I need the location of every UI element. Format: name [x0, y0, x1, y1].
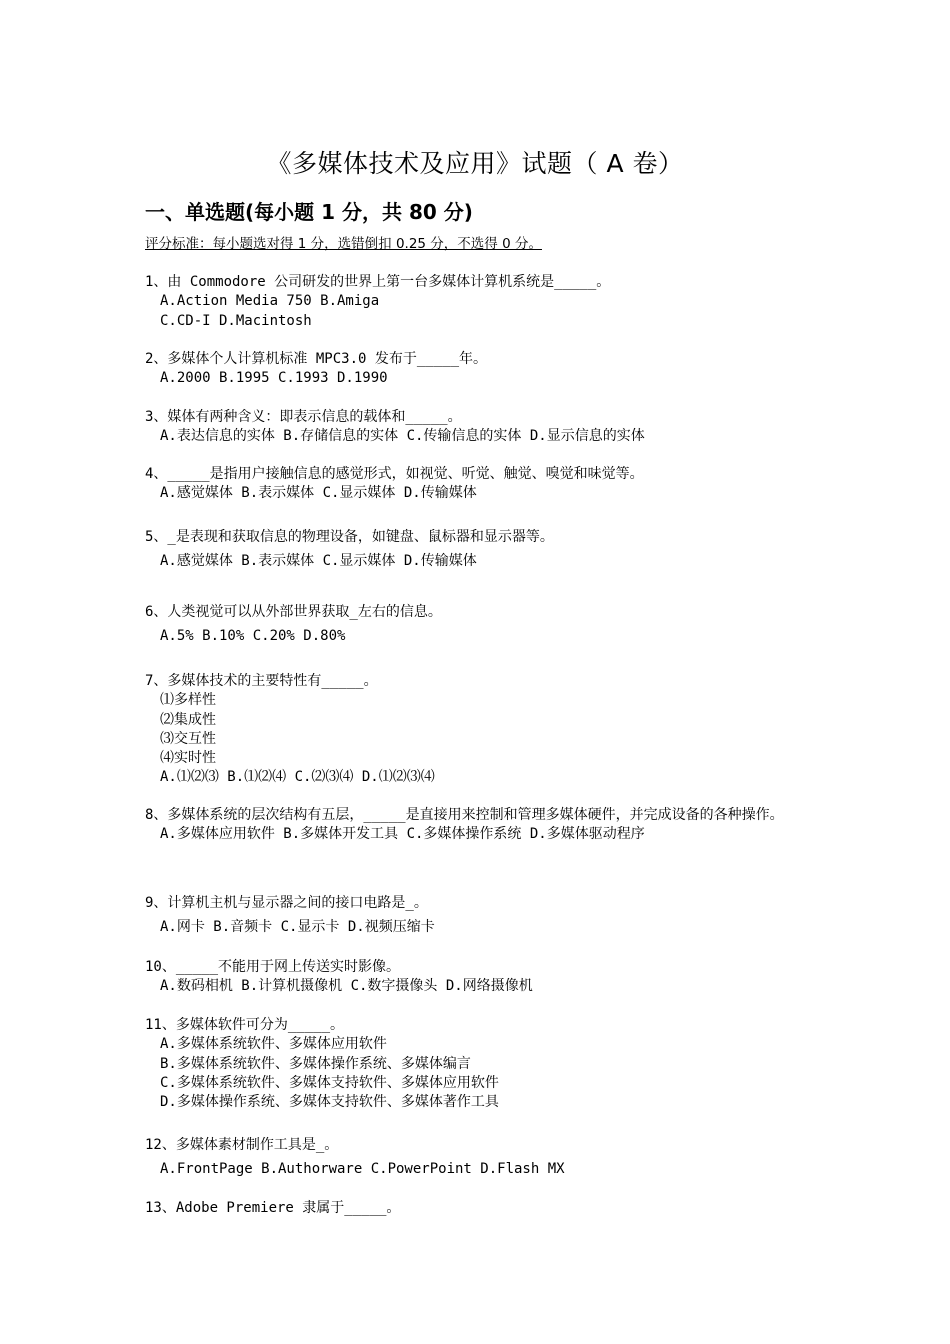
- question-option: A.网卡 B.音频卡 C.显示卡 D.视频压缩卡: [160, 919, 435, 936]
- question-7: [145, 672, 810, 788]
- question-option: A.FrontPage B.Authorware C.PowerPoint D.Flash MX: [160, 1161, 565, 1178]
- question-stem: 11、多媒体软件可分为_____。: [145, 1017, 345, 1033]
- question-stem: 3、媒体有两种含义：即表示信息的载体和_____。: [145, 409, 462, 425]
- question-11: [145, 1016, 810, 1112]
- question-13: [145, 1199, 810, 1218]
- question-3: [145, 408, 810, 447]
- question-option: A.Action Media 750 B.Amiga: [160, 293, 380, 310]
- scoring-criteria: 评分标准：每小题选对得 1 分，选错倒扣 0.25 分，不选得 0 分。: [145, 236, 542, 252]
- question-option: A.表达信息的实体 B.存储信息的实体 C.传输信息的实体 D.显示信息的实体: [160, 428, 645, 445]
- question-5: [145, 528, 810, 572]
- question-option: A.5% B.10% C.20% D.80%: [160, 628, 346, 645]
- question-stem: 1、由 Commodore 公司研发的世界上第一台多媒体计算机系统是_____。: [145, 274, 611, 290]
- question-2: [145, 350, 810, 389]
- question-stem: 9、计算机主机与显示器之间的接口电路是_。: [145, 895, 428, 911]
- question-stem: 12、多媒体素材制作工具是_。: [145, 1137, 339, 1153]
- question-option: C.CD-I D.Macintosh: [160, 312, 312, 329]
- question-6: [145, 603, 810, 647]
- question-stem: 4、_____是指用户接触信息的感觉形式，如视觉、听觉、触觉、嗅觉和味觉等。: [145, 466, 644, 482]
- question-option: A.数码相机 B.计算机摄像机 C.数字摄像头 D.网络摄像机: [160, 978, 533, 995]
- question-option: ⑷实时性: [160, 750, 216, 767]
- question-1: [145, 273, 810, 331]
- question-option: ⑵集成性: [160, 711, 216, 728]
- question-option: A.⑴⑵⑶ B.⑴⑵⑷ C.⑵⑶⑷ D.⑴⑵⑶⑷: [160, 769, 435, 786]
- question-option: ⑶交互性: [160, 730, 216, 747]
- question-option: A.2000 B.1995 C.1993 D.1990: [160, 370, 388, 387]
- question-10: [145, 958, 810, 997]
- question-option: D.多媒体操作系统、多媒体支持软件、多媒体著作工具: [160, 1094, 499, 1111]
- question-stem: 7、多媒体技术的主要特性有_____。: [145, 673, 378, 689]
- question-8: [145, 806, 810, 845]
- question-option: ⑴多样性: [160, 692, 216, 709]
- page-title: 《多媒体技术及应用》试题（ A 卷）: [266, 149, 684, 178]
- question-9: [145, 894, 810, 938]
- question-option: A.多媒体应用软件 B.多媒体开发工具 C.多媒体操作系统 D.多媒体驱动程序: [160, 826, 645, 843]
- question-stem: 8、多媒体系统的层次结构有五层，_____是直接用来控制和管理多媒体硬件，并完成设备的各种操作。: [145, 807, 784, 823]
- question-option: A.多媒体系统软件、多媒体应用软件: [160, 1036, 387, 1053]
- question-option: B.多媒体系统软件、多媒体操作系统、多媒体编言: [160, 1055, 471, 1072]
- section-heading: 一、单选题(每小题 1 分，共 80 分): [145, 200, 473, 224]
- question-stem: 5、_是表现和获取信息的物理设备，如键盘、鼠标器和显示器等。: [145, 529, 554, 545]
- question-stem: 13、Adobe Premiere 隶属于_____。: [145, 1200, 401, 1216]
- question-4: [145, 465, 810, 504]
- question-stem: 6、人类视觉可以从外部世界获取_左右的信息。: [145, 604, 442, 620]
- question-stem: 10、_____不能用于网上传送实时影像。: [145, 959, 401, 975]
- question-stem: 2、多媒体个人计算机标准 MPC3.0 发布于_____年。: [145, 351, 488, 367]
- question-option: A.感觉媒体 B.表示媒体 C.显示媒体 D.传输媒体: [160, 553, 477, 570]
- question-option: A.感觉媒体 B.表示媒体 C.显示媒体 D.传输媒体: [160, 485, 477, 502]
- question-12: [145, 1136, 810, 1180]
- question-option: C.多媒体系统软件、多媒体支持软件、多媒体应用软件: [160, 1074, 499, 1091]
